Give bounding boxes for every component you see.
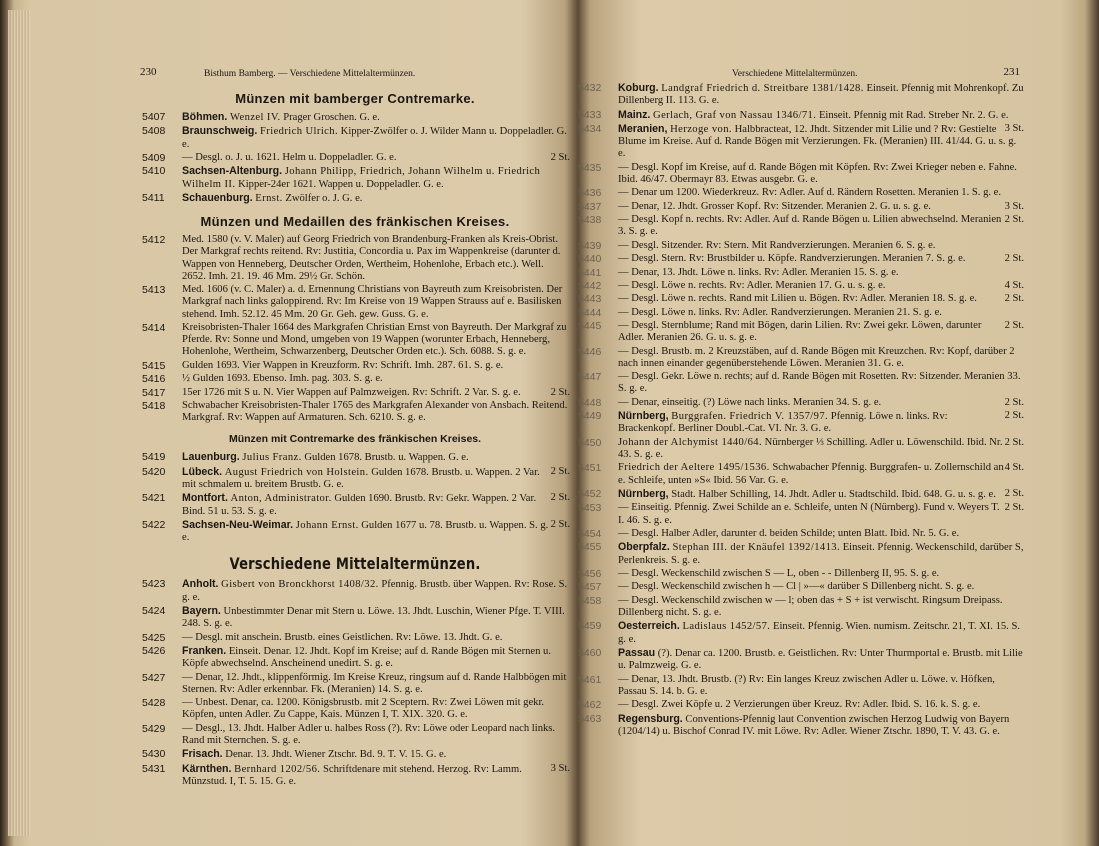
lot-number: 5447 — [578, 371, 602, 384]
lot-number: 5433 — [578, 108, 602, 121]
entry-count: 2 St. — [1004, 320, 1024, 332]
entry-text: — Desgl. Löwe n. rechts. Rand mit Lilien u. Bögen. Rv: Adler. Meranien 18. S. g. e. — [618, 293, 977, 305]
catalog-entry-5433 — [578, 108, 1024, 122]
entry-count: 2 St. — [550, 386, 570, 398]
section-heading-m-nzen-mit-contremarke-des-fr-: Münzen mit Contremarke des fränkischen Kreises. — [228, 433, 482, 446]
catalog-entry-5420 — [140, 466, 570, 491]
catalog-entry-5410 — [140, 165, 570, 190]
entry-count: 2 St. — [1004, 293, 1024, 305]
entry-heading: Schauenburg. — [182, 191, 253, 204]
entry-heading: Sachsen-Altenburg. — [182, 165, 283, 178]
entry-text: Einseit. Pfennig mit Mohrenkopf. Zu Dillenberg II. 113. G. e. — [618, 83, 1024, 107]
section-heading-m-nzen-und-medaillen-des-fr-nk: Münzen und Medaillen des fränkischen Kreises. — [200, 214, 510, 230]
entry-text: — Desgl. Sternblume; Rand mit Bögen, darin Lilien. Rv: Zwei gekr. Löwen, darunter Adler. Meranien 26. G. u. s. g. e. — [618, 320, 982, 344]
entry-count: 2 St. — [1004, 410, 1024, 422]
lot-number: 5414 — [142, 321, 166, 334]
catalog-entry-5450 — [578, 436, 1024, 461]
lot-number: 5453 — [578, 502, 602, 515]
lot-number: 5461 — [578, 673, 602, 686]
entry-text: Einseit. Pfennig. Weckenschild, darüber S, Perlenkreis. S. g. e. — [618, 542, 1024, 566]
right-page-number: 231 — [1003, 66, 1020, 78]
entry-count: 2 St. — [550, 492, 570, 504]
entry-text: — Desgl. Kopf n. rechts. Rv: Adler. Auf d. Rande Bögen u. Lilien abwechselnd. Meranien 3. S. g. e. — [618, 214, 1002, 238]
entry-heading: Montfort. — [182, 492, 228, 505]
entry-text: — Denar, 12. Jhdt., klippenförmig. Im Kreise Kreuz, ringsum auf d. Rande Halbbögen mit Sternen. Rv: Adler erkennbar. Fk. (Meranien) 14. S. g. e. — [182, 671, 567, 695]
catalog-entry-5441 — [578, 266, 1024, 279]
catalog-entry-5461 — [578, 673, 1024, 698]
lot-number: 5412 — [142, 234, 166, 247]
lot-number: 5442 — [578, 279, 602, 292]
entry-person: Landgraf Friedrich d. Streitbare 1381/1428. — [661, 83, 864, 94]
entry-text: Gulden 1677 u. 78. Brustb. u. Wappen. S. g. e. — [182, 519, 549, 544]
lot-number: 5428 — [142, 697, 166, 710]
entry-heading: Braunschweig. — [182, 125, 258, 138]
lot-number: 5439 — [578, 239, 602, 252]
entry-heading: Kärnthen. — [182, 762, 232, 775]
right-header — [592, 66, 1024, 82]
entry-text: Kipper-Zwölfer o. J. Wilder Mann u. Doppeladler. G. e. — [182, 126, 567, 150]
left-running-title: Bisthum Bamberg. — Verschiedene Mittelaltermünzen. — [204, 69, 416, 79]
entry-text: — Desgl., 13. Jhdt. Halber Adler u. halbes Ross (?). Rv: Löwe oder Leopard nach links. Rand mit Sternchen. S. g. e. — [182, 722, 556, 746]
catalog-entry-5413 — [140, 284, 570, 321]
catalog-entry-5417 — [140, 387, 570, 399]
lot-number: 5425 — [142, 631, 166, 644]
entry-text: Kipper-24er 1621. Wappen u. Doppeladler. G. e. — [238, 178, 444, 190]
right-running-title: Verschiedene Mittelaltermünzen. — [732, 69, 858, 79]
entry-heading: Böhmen. — [182, 111, 228, 123]
catalog-entry-5424 — [140, 605, 570, 630]
entry-text: Einseit. Pfennig mit Rad. Streber Nr. 2. G. e. — [818, 109, 1009, 121]
entry-text: — Desgl. Weckenschild zwischen w — l; oben das + S + ist verwischt. Ringsum Dreipass. Dillenberg nicht. S. g. e. — [618, 594, 1003, 618]
entry-count: 2 St. — [1004, 396, 1024, 408]
catalog-entry-5442 — [578, 279, 1024, 292]
catalog-entry-5445 — [578, 320, 1024, 344]
entry-text: — Denar, 13. Jhdt. Brustb. (?) Rv: Ein langes Kreuz zwischen Adler u. Löwe. v. Höfken, Passau S. 14. b. G. e. — [618, 673, 995, 697]
entry-text: — Denar, einseitig. (?) Löwe nach links. Meranien 34. S. g. e. — [618, 396, 882, 408]
catalog-entry-5444 — [578, 306, 1024, 319]
entry-person: Ladislaus 1452/57. — [682, 621, 771, 633]
catalog-entry-5431 — [140, 763, 570, 788]
left-page — [140, 66, 570, 789]
catalog-entry-5412 — [140, 234, 570, 283]
entry-count: 2 St. — [550, 518, 570, 530]
entry-text: — Denar, 12. Jhdt. Grosser Kopf. Rv: Sitzender. Meranien 2. G. u. s. g. e. — [618, 200, 931, 212]
lot-number: 5434 — [578, 122, 602, 135]
entry-text: Schwabacher Kreisobristen-Thaler 1765 des Markgrafen Alexander von Ansbach. Reitend. Markgraf. Rv: Wappen auf Armaturen. Sch. 6210. S. g. e. — [182, 399, 568, 424]
entry-count: 2 St. — [1004, 214, 1024, 226]
entry-text: Zwölfer o. J. G. e. — [285, 192, 363, 204]
lot-number: 5455 — [578, 541, 602, 554]
catalog-entry-5448 — [578, 396, 1024, 409]
catalog-entry-5415 — [140, 360, 570, 372]
lot-number: 5410 — [142, 165, 166, 178]
entry-text: Schwabacher Pfennig. Burggrafen- u. Zollernschild an e. Schleife, unten »S« Ibid. 56 Var. G. e. — [618, 462, 1004, 486]
catalog-entry-5426 — [140, 645, 570, 670]
catalog-entry-5432 — [578, 82, 1024, 107]
entry-text: Kreisobristen-Thaler 1664 des Markgrafen Christian Ernst von Bayreuth. Der Markgraf zu Pferde. Rv: Sonne und Mond, umgeben von 19 Wappen (worunter Erbach, Henneberg, Hohenlohe, Wertheim, Schwarzenberg, Deutscher Orden etc.). Sch. 6088. S. g. e. — [182, 321, 567, 358]
entry-heading: Franken. — [182, 644, 227, 657]
entry-count: 2 St. — [1004, 253, 1024, 265]
entry-person: Johann Ernst. — [295, 519, 359, 531]
entry-count: 3 St. — [550, 762, 570, 774]
entry-text: Gulden 1678. Brustb. u. Wappen. G. e. — [304, 452, 469, 464]
catalog-entry-5435 — [578, 161, 1024, 186]
entry-person: Anton, Administrator. — [230, 493, 332, 505]
entry-text: — Desgl. Zwei Köpfe u. 2 Verzierungen über Kreuz. Rv: Adler. Ibid. S. 16. k. S. g. e. — [618, 699, 981, 711]
lot-number: 5436 — [578, 187, 602, 200]
entry-text: — Desgl. Halber Adler, darunter d. beiden Schilde; unten Blatt. Ibid. Nr. 5. G. e. — [618, 528, 960, 540]
entry-count: 2 St. — [550, 151, 570, 163]
lot-number: 5413 — [142, 284, 166, 297]
catalog-entry-5452 — [578, 488, 1024, 501]
entry-text: Med. 1606 (v. C. Maler) a. d. Ernennung Christians von Bayreuth zum Kreisobristen. Der Markgraf nach links galoppirend. Rv: Im Kreise von 19 Wappen Strauss auf e. Basilisken stehend. Imh. 52.12. 45 Mm. 20 Gr. Geh. gew. Guss. G. e. — [182, 284, 563, 320]
entry-count: 2 St. — [1004, 502, 1024, 514]
entry-text: Schriftdenare mit stehend. Herzog. Rv: Lamm. Münzstud. I, T. 5. 15. G. e. — [182, 763, 522, 787]
catalog-entry-5451 — [578, 462, 1024, 486]
lot-number: 5446 — [578, 345, 602, 358]
entry-heading: Passau — [618, 646, 656, 659]
lot-number: 5437 — [578, 200, 602, 213]
lot-number: 5421 — [142, 492, 166, 505]
lot-number: 5423 — [142, 578, 166, 591]
lot-number: 5458 — [578, 594, 602, 607]
entry-person: Bernhard 1202/56. — [234, 763, 321, 775]
entry-text: — Desgl. Gekr. Löwe n. rechts; auf d. Rande Bögen mit Rosetten. Rv: Sitzender. Meranien 33. S. g. e. — [618, 371, 1021, 395]
entry-text: — Desgl. Brustb. m. 2 Kreuzstäben, auf d. Rande Bögen mit Kreuzchen. Rv: Kopf, darüber 2 nach innen einander gegenüberstehende Löwen. Meranien 31. G. e. — [618, 345, 1015, 369]
lot-number: 5408 — [142, 125, 166, 138]
lot-number: 5426 — [142, 644, 166, 657]
entry-person: Ernst. — [255, 192, 283, 204]
entry-heading: Sachsen-Neu-Weimar. — [182, 518, 294, 531]
entry-person: Gisbert von Bronckhorst 1408/32. — [221, 579, 379, 591]
lot-number: 5419 — [142, 451, 166, 464]
entry-heading: Koburg. — [618, 82, 659, 94]
catalog-entry-5430 — [140, 748, 570, 761]
entry-person: Johann Philipp, Friedrich, Johann Wilhelm u. Friedrich Wilhelm II. — [182, 166, 541, 190]
entry-text: Einseit. Pfennig. Wien. numism. Zeitschr. 21, T. XI. 15. S. g. e. — [618, 621, 1021, 645]
lot-number: 5450 — [578, 436, 602, 449]
lot-number: 5449 — [578, 410, 602, 423]
catalog-entry-5408 — [140, 125, 570, 150]
entry-heading: Lübeck. — [182, 465, 223, 478]
lot-number: 5431 — [142, 762, 166, 775]
entry-text: — Desgl. Weckenschild zwischen S — L, oben - - Dillenberg II, 95. S. g. e. — [618, 568, 940, 580]
catalog-entry-5428 — [140, 697, 570, 721]
entry-text: Stadt. Halber Schilling, 14. Jhdt. Adler u. Stadtschild. Ibid. 648. G. u. s. g. e. — [671, 489, 996, 501]
entry-text: — Denar um 1200. Wiederkreuz. Rv: Adler. Auf d. Rändern Rosetten. Meranien 1. S. g. e. — [618, 187, 1002, 199]
lot-number: 5416 — [142, 373, 166, 386]
entry-text: — Desgl. Stern. Rv: Brustbilder u. Köpfe. Randverzierungen. Meranien 7. S. g. e. — [618, 253, 966, 265]
left-page-number: 230 — [140, 66, 157, 78]
lot-number: 5454 — [578, 528, 602, 541]
catalog-entry-5411 — [140, 192, 570, 205]
entry-text: Einseit. Denar. 12. Jhdt. Kopf im Kreise; auf d. Rande Bögen mit Sternen u. Köpfe abwechselnd. Anscheinend unedirt. S. g. e. — [182, 645, 551, 670]
entry-heading: Oberpfalz. — [618, 541, 670, 554]
lot-number: 5415 — [142, 359, 166, 372]
right-body — [578, 82, 1024, 738]
entry-person: Julius Franz. — [242, 452, 302, 464]
entry-text: — Denar, 13. Jhdt. Löwe n. links. Rv: Adler. Meranien 15. S. g. e. — [618, 266, 899, 278]
catalog-entry-5423 — [140, 578, 570, 603]
catalog-entry-5421 — [140, 492, 570, 517]
entry-heading: Bayern. — [182, 604, 221, 617]
catalog-entry-5456 — [578, 568, 1024, 581]
entry-person: Gerlach, Graf von Nassau 1346/71. — [653, 109, 817, 121]
entry-text: Med. 1580 (v. V. Maler) auf Georg Friedrich von Brandenburg-Franken als Kreis-Obrist. Der Markgraf rechts reitend. Rv: Justitia, Concordia u. Pax im Wappenkreise (darunter d. Wappen von Henneberg, Deutscher Orden, Wertheim, Hohenlohe, Erbach etc.). Well. 2652. Imh. 21. 19. 46 Mm. 29½ Gr. Schön. — [182, 234, 561, 282]
lot-number: 5456 — [578, 568, 602, 581]
catalog-entry-5455 — [578, 541, 1024, 566]
lot-number: 5429 — [142, 722, 166, 735]
entry-heading: Nürnberg, — [618, 410, 669, 423]
catalog-entry-5436 — [578, 187, 1024, 200]
entry-count: 4 St. — [1004, 462, 1024, 474]
entry-text: Unbestimmter Denar mit Stern u. Löwe. 13. Jhdt. Luschin, Wiener Pfge. T. VIII. 248. S. g. e. — [182, 605, 565, 630]
lot-number: 5444 — [578, 306, 602, 319]
entry-text: — Desgl. Löwe n. links. Rv: Adler. Randverzierungen. Meranien 21. S. g. e. — [618, 306, 942, 318]
entry-text: — Desgl. Weckenschild zwischen h — Cl | »—« darüber S Dillenberg nicht. S. g. e. — [618, 581, 975, 593]
entry-count: 2 St. — [550, 465, 570, 477]
lot-number: 5462 — [578, 699, 602, 712]
entry-count: 2 St. — [1004, 436, 1024, 448]
entry-text: Conventions-Pfennig laut Convention zwischen Herzog Ludwig von Bayern (1204/14) u. Bischof Conrad IV. mit Löwe. Rv: Adler. Wiener Ztschr. 1890, T. V. 43. G. e. — [618, 713, 1010, 737]
entry-text: — Desgl. o. J. u. 1621. Helm u. Doppeladler. G. e. — [182, 151, 397, 163]
lot-number: 5440 — [578, 253, 602, 266]
entry-text: Pfennig. Löwe n. links. Rv: Brackenkopf. Berliner Doubl.-Cat. VI. Nr. 3. G. e. — [618, 411, 948, 435]
catalog-entry-5446 — [578, 345, 1024, 370]
lot-number: 5430 — [142, 748, 166, 761]
lot-number: 5448 — [578, 396, 602, 409]
catalog-entry-5457 — [578, 581, 1024, 594]
catalog-entry-5462 — [578, 699, 1024, 712]
catalog-entry-5419 — [140, 451, 570, 464]
catalog-entry-5443 — [578, 293, 1024, 306]
catalog-entry-5453 — [578, 502, 1024, 526]
lot-number: 5432 — [578, 82, 602, 94]
lot-number: 5459 — [578, 620, 602, 633]
catalog-entry-5409 — [140, 152, 570, 164]
entry-person: Burggrafen. Friedrich V. 1357/97. — [671, 411, 829, 423]
lot-number: 5435 — [578, 161, 602, 174]
entry-heading: Regensburg. — [618, 712, 683, 725]
entry-text: Pfennig. Brustb. über Wappen. Rv: Rose. S. g. e. — [182, 579, 568, 603]
entry-count: 3 St. — [1004, 200, 1024, 212]
catalog-entry-5460 — [578, 646, 1024, 672]
entry-text: 15er 1726 mit S u. N. Vier Wappen auf Palmzweigen. Rv: Schrift. 2 Var. S. g. e. — [182, 386, 521, 398]
entry-text: (?). Denar ca. 1200. Brustb. e. Geistlichen. Rv: Unter Thurmportal e. Brustb. mit Lilie u. Palmzweig. G. e. — [618, 647, 1023, 672]
lot-number: 5411 — [142, 191, 165, 204]
lot-number: 5409 — [142, 151, 166, 164]
catalog-entry-5463 — [578, 712, 1024, 738]
entry-text: Gulden 1678. Brustb. u. Wappen. 2 Var. mit schmalem u. breitem Brustb. G. e. — [182, 466, 540, 490]
entry-text: Nürnberger ⅓ Schilling. Adler u. Löwenschild. Ibid. Nr. 43. S. g. e. — [618, 436, 1003, 461]
entry-person: August Friedrich von Holstein. — [224, 466, 369, 478]
entry-person: Friedrich der Aeltere 1495/1536. — [618, 462, 770, 474]
entry-text: — Einseitig. Pfennig. Zwei Schilde an e. Schleife, unten N (Nürnberg). Fund v. Weyers T. I. 46. S. g. e. — [618, 502, 1000, 526]
catalog-entry-5454 — [578, 528, 1024, 541]
lot-number: 5452 — [578, 488, 602, 501]
lot-number: 5445 — [578, 320, 602, 333]
entry-heading: Mainz. — [618, 108, 651, 121]
section-heading-m-nzen-mit-bamberger-contremar: Münzen mit bamberger Contremarke. — [235, 91, 475, 106]
entry-person: Friedrich Ulrich. — [260, 126, 339, 138]
lot-number: 5422 — [142, 518, 166, 531]
catalog-entry-5429 — [140, 723, 570, 747]
entry-text: Gulden 1690. Brustb. Rv: Gekr. Wappen. 2 Var. Bind. 51 u. 53. S. g. e. — [182, 493, 537, 517]
catalog-entry-5438 — [578, 214, 1024, 238]
lot-number: 5460 — [578, 646, 602, 659]
lot-number: 5441 — [578, 266, 602, 279]
left-header — [140, 66, 570, 82]
entry-person: Johann der Alchymist 1440/64. — [618, 436, 763, 448]
right-page — [578, 66, 1024, 739]
section-heading-verschiedene-mittelalterm-nzen: Verschiedene Mittelaltermünzen. — [229, 554, 481, 574]
entry-person: Stephan III. der Knäufel 1392/1413. — [672, 542, 841, 554]
catalog-entry-5458 — [578, 594, 1024, 619]
entry-heading: Meranien, — [618, 122, 668, 135]
entry-heading: Nürnberg, — [618, 488, 669, 501]
entry-heading: Anholt. — [182, 578, 219, 591]
entry-text: Halbbracteat, 12. Jhdt. Sitzender mit Lilie und ? Rv: Gestielte Blume im Kreise. Auf d. Rande Bögen mit Verzierungen. Fk. (Meranien) III. 41/44. G. u. s. g. e. — [618, 123, 1017, 160]
lot-number: 5427 — [142, 671, 166, 684]
entry-heading: Oesterreich. — [618, 620, 680, 633]
catalog-entry-5447 — [578, 371, 1024, 395]
lot-number: 5457 — [578, 581, 602, 594]
entry-count: 3 St. — [1004, 122, 1024, 134]
lot-number: 5463 — [578, 712, 602, 725]
entry-count: 2 St. — [1004, 488, 1024, 500]
entry-text: ½ Gulden 1693. Ebenso. Imh. pag. 303. S. g. e. — [182, 373, 383, 385]
entry-person: Wenzel IV. — [229, 112, 281, 123]
catalog-entry-5440 — [578, 253, 1024, 266]
entry-heading: Frisach. — [182, 748, 223, 761]
catalog-entry-5439 — [578, 239, 1024, 252]
catalog-entry-5434 — [578, 122, 1024, 161]
entry-heading: Lauenburg. — [182, 451, 240, 464]
entry-text: Denar. 13. Jhdt. Wiener Ztschr. Bd. 9. T. V. 15. G. e. — [225, 749, 447, 761]
entry-text: Prager Groschen. G. e. — [283, 112, 380, 123]
lot-number: 5418 — [142, 399, 166, 412]
catalog-entry-5407 — [140, 111, 570, 124]
entry-text: — Desgl. Sitzender. Rv: Stern. Mit Randverzierungen. Meranien 6. S. g. e. — [618, 239, 936, 251]
lot-number: 5451 — [578, 462, 602, 475]
lot-number: 5443 — [578, 293, 602, 306]
entry-text: — Desgl. Kopf im Kreise, auf d. Rande Bögen mit Köpfen. Rv: Zwei Krieger neben e. Fahne. Ibid. 46/47. Obermayr 83. Etwas ausgebr. G. e. — [618, 161, 1017, 185]
lot-number: 5420 — [142, 465, 166, 478]
catalog-entry-5437 — [578, 200, 1024, 213]
catalog-entry-5425 — [140, 632, 570, 644]
lot-number: 5417 — [142, 386, 166, 399]
lot-number: 5424 — [142, 604, 166, 617]
entry-text: — Desgl. mit anschein. Brustb. eines Geistlichen. Rv: Löwe. 13. Jhdt. G. e. — [182, 631, 503, 643]
catalog-entry-5449 — [578, 410, 1024, 435]
left-body — [140, 91, 570, 788]
lot-number: 5438 — [578, 214, 602, 227]
catalog-entry-5416 — [140, 373, 570, 385]
catalog-entry-5418 — [140, 400, 570, 424]
catalog-entry-5427 — [140, 672, 570, 696]
entry-text: — Desgl. Löwe n. rechts. Rv: Adler. Meranien 17. G. u. s. g. e. — [618, 279, 886, 291]
catalog-entry-5422 — [140, 519, 570, 544]
entry-person: Herzoge von. — [670, 123, 732, 135]
catalog-entry-5414 — [140, 322, 570, 359]
page-edges — [8, 10, 30, 836]
catalog-entry-5459 — [578, 620, 1024, 645]
entry-text: Gulden 1693. Vier Wappen in Kreuzform. Rv: Schrift. Imh. 287. 61. S. g. e. — [182, 359, 504, 371]
entry-text: — Unbest. Denar, ca. 1200. Königsbrustb. mit 2 Sceptern. Rv: Zwei Löwen mit gekr. Köpfen, unten Adler. Zu Cappe, Kais. Münzen I, T. XIX. 320. G. e. — [182, 697, 545, 721]
lot-number: 5407 — [142, 111, 166, 123]
entry-count: 4 St. — [1004, 279, 1024, 291]
